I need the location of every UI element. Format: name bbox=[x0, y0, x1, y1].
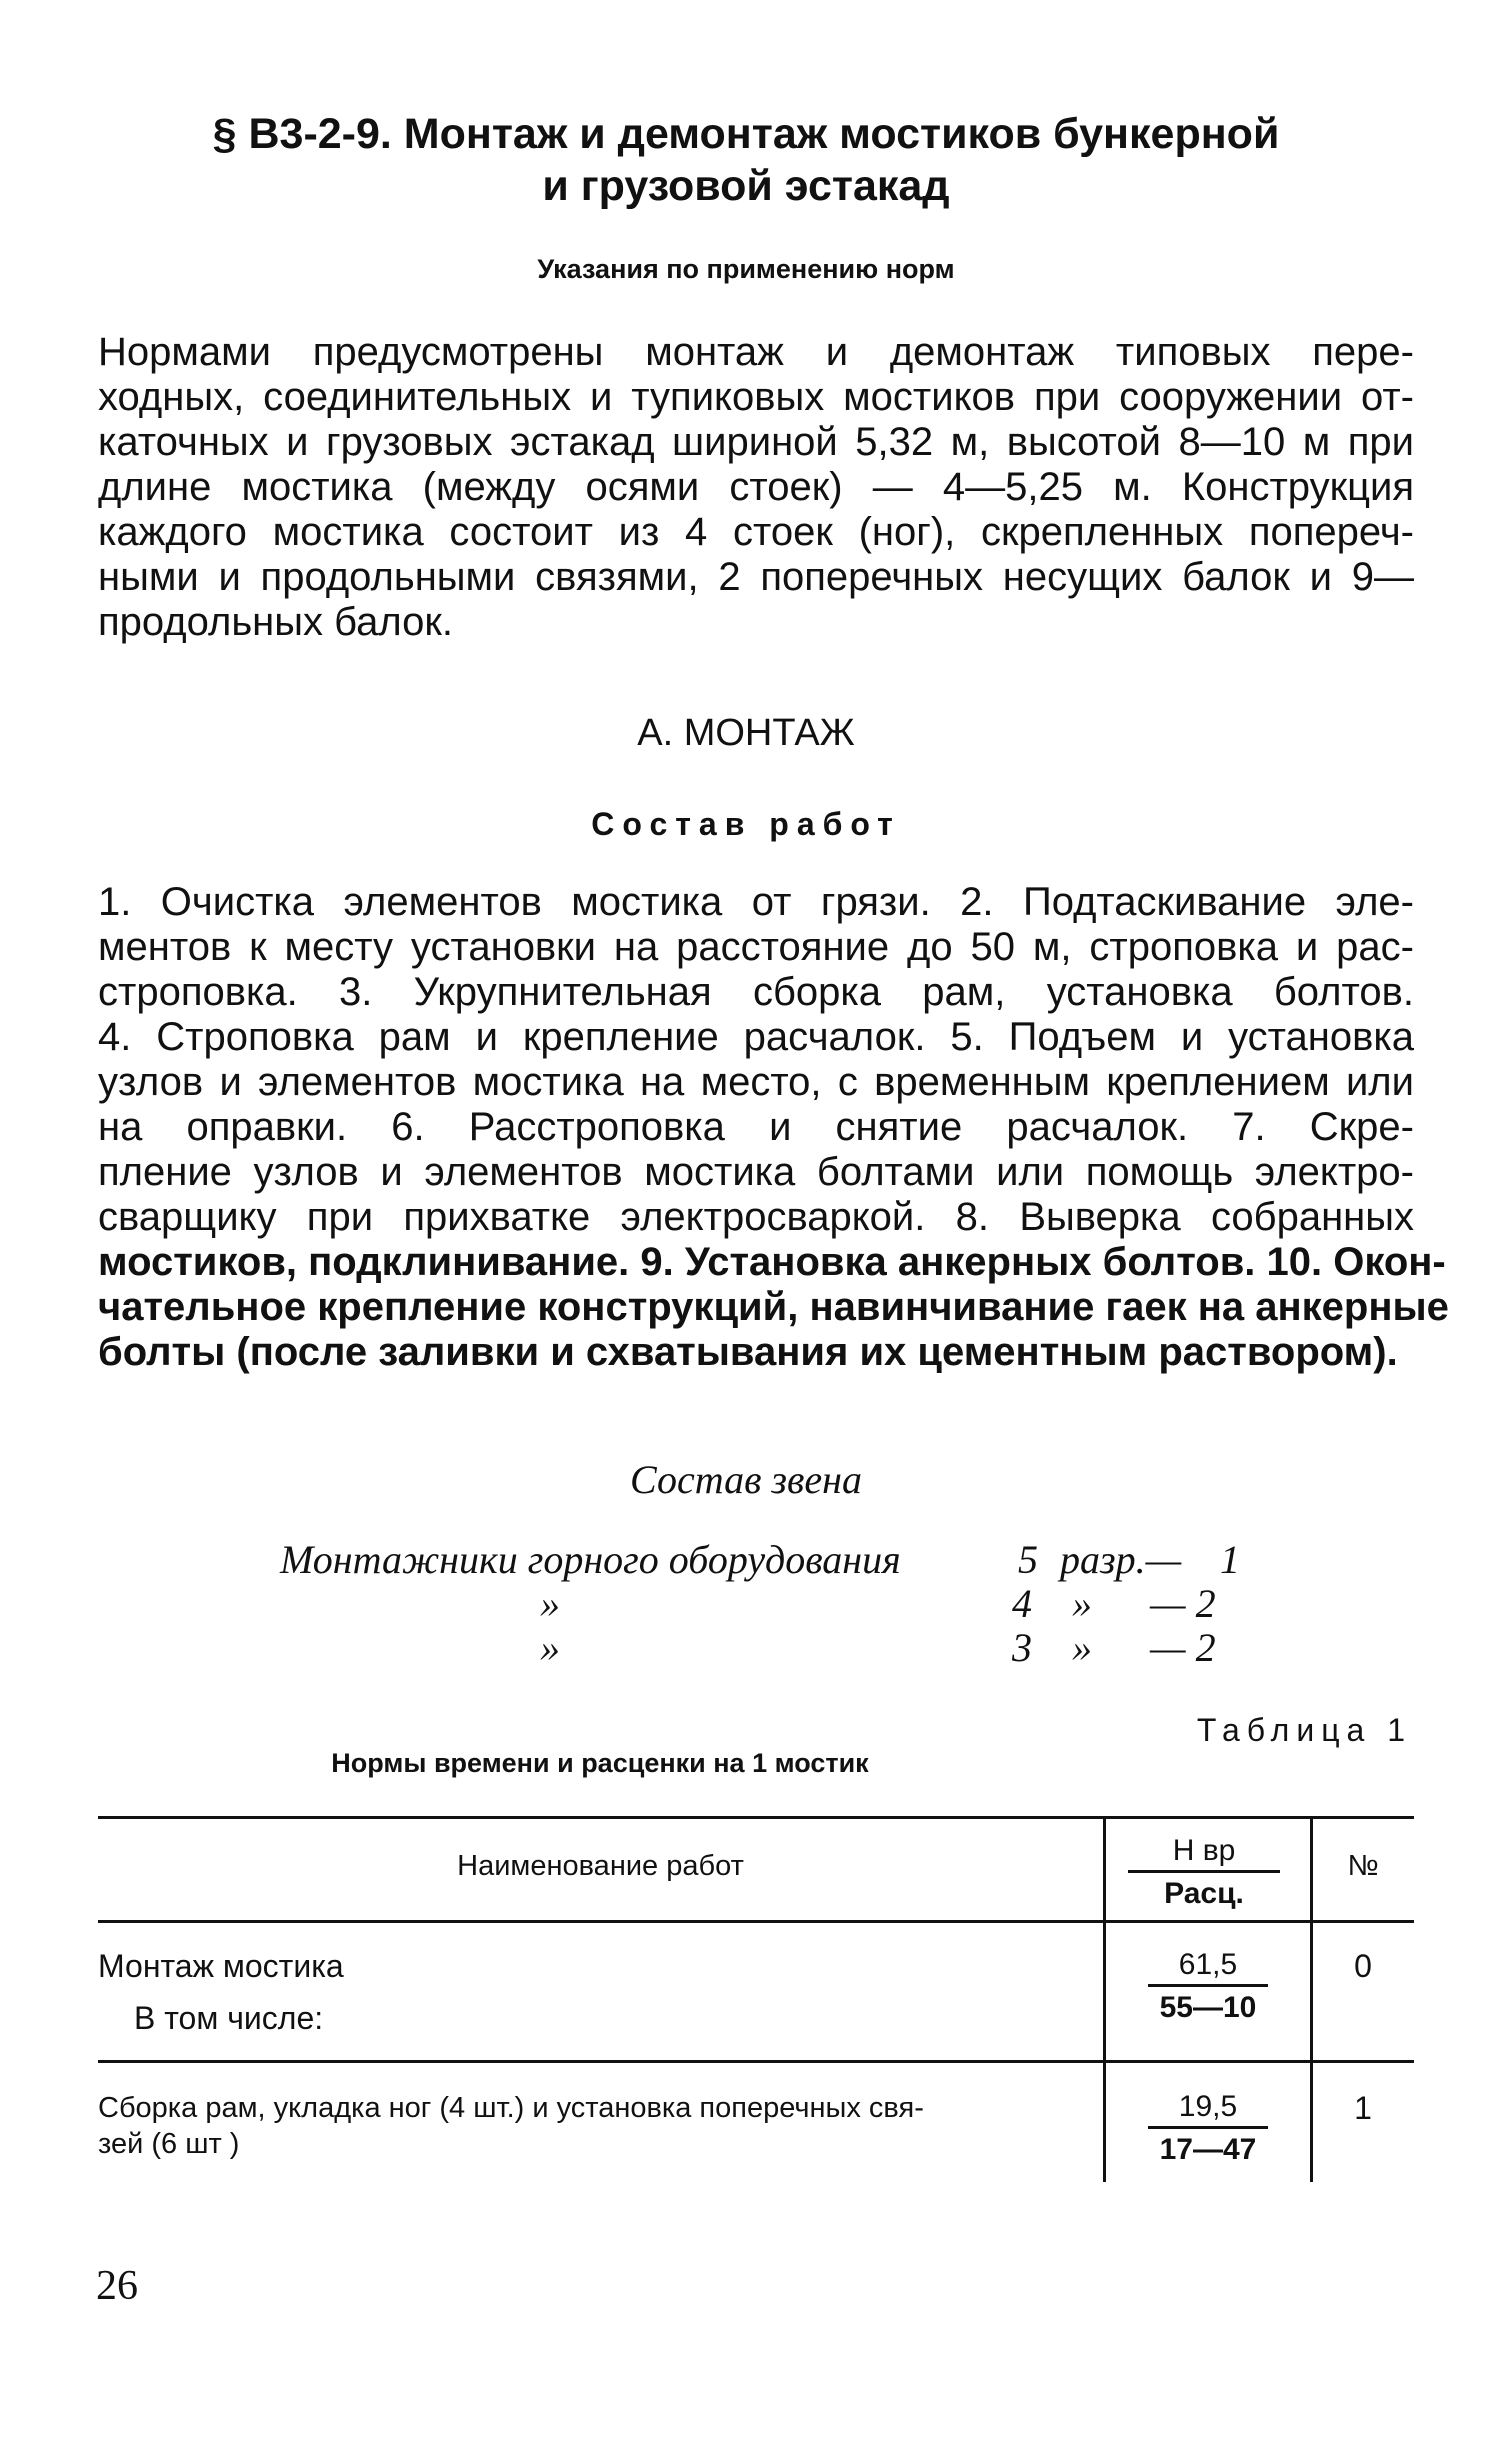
crew-unit: разр.— bbox=[1060, 1537, 1182, 1582]
work-line: ментов к месту установки на расстояние до 50 м, строповка и рас- bbox=[98, 925, 1414, 969]
work-paragraph-bold bbox=[98, 1240, 1449, 1375]
crew-name: Монтажники горного оборудования bbox=[280, 1537, 901, 1582]
header-number: № bbox=[1347, 1850, 1379, 1882]
work-line: узлов и элементов мостика на место, с временным креплением или bbox=[98, 1060, 1414, 1104]
work-line: сварщику при прихватке электросваркой. 8. Выверка собранных bbox=[98, 1195, 1414, 1239]
work-line: на оправки. 6. Расстроповка и снятие расчалок. 7. Скре- bbox=[98, 1105, 1414, 1149]
crew-name: » bbox=[540, 1625, 560, 1670]
crew-unit: » bbox=[1072, 1581, 1092, 1626]
table-label: Таблица 1 bbox=[1196, 1712, 1412, 1748]
section-title-line-1: § В3-2-9. Монтаж и демонтаж мостиков бункерной bbox=[212, 110, 1280, 158]
row-work-sub: В том числе: bbox=[134, 2000, 324, 2036]
crew-count: — 2 bbox=[1150, 1625, 1216, 1670]
work-line: строповка. 3. Укрупнительная сборка рам, установка болтов. bbox=[98, 970, 1414, 1014]
row-rate: 55—10 bbox=[1159, 1991, 1257, 2024]
row-work-sub: зей (6 шт ) bbox=[98, 2128, 240, 2160]
section-title-line-2: и грузовой эстакад bbox=[542, 162, 950, 210]
work-composition-heading: Состав работ bbox=[591, 806, 901, 842]
intro-line: ными и продольными связями, 2 поперечных несущих балок и 9— bbox=[98, 555, 1414, 599]
work-line: чательное крепление конструкций, навинчивание гаек на анкерные bbox=[98, 1285, 1449, 1329]
header-work-name: Наименование работ bbox=[457, 1850, 744, 1882]
crew-unit: » bbox=[1072, 1625, 1092, 1670]
intro-line: каждого мостика состоит из 4 стоек (ног), скрепленных попереч- bbox=[98, 510, 1414, 554]
row-number: 0 bbox=[1354, 1948, 1372, 1984]
crew-count: — 2 bbox=[1150, 1581, 1216, 1626]
intro-line: длине мостика (между осями стоек) — 4—5,25 м. Конструкция bbox=[98, 465, 1414, 509]
work-line: 4. Строповка рам и крепление расчалок. 5. Подъем и установка bbox=[98, 1015, 1414, 1059]
crew-heading: Состав звена bbox=[629, 1457, 862, 1502]
section-a-heading: А. МОНТАЖ bbox=[637, 712, 855, 754]
row-work-name: Сборка рам, укладка ног (4 шт.) и установка поперечных свя- bbox=[98, 2092, 924, 2124]
row-norm: 61,5 bbox=[1148, 1948, 1268, 1987]
row-work-name: Монтаж мостика bbox=[98, 1948, 344, 1984]
row-norm: 19,5 bbox=[1148, 2090, 1268, 2129]
table-rule-row bbox=[98, 2060, 1414, 2063]
work-line: 1. Очистка элементов мостика от грязи. 2. Подтаскивание эле- bbox=[98, 880, 1414, 924]
intro-paragraph bbox=[98, 330, 1414, 645]
intro-line: Нормами предусмотрены монтаж и демонтаж типовых пере- bbox=[98, 330, 1414, 374]
intro-line: каточных и грузовых эстакад шириной 5,32 м, высотой 8—10 м при bbox=[98, 420, 1414, 464]
instructions-heading: Указания по применению норм bbox=[537, 254, 955, 284]
crew-grade: 4 bbox=[1012, 1581, 1032, 1626]
header-norm-rate bbox=[1128, 1834, 1280, 1911]
intro-line: продольных балок. bbox=[98, 600, 453, 644]
intro-line: ходных, соединительных и тупиковых мостиков при сооружении от- bbox=[98, 375, 1414, 419]
header-norm: Н вр bbox=[1128, 1834, 1280, 1873]
work-line: болты (после заливки и схватывания их цементным раствором). bbox=[98, 1330, 1398, 1374]
row-rate: 17—47 bbox=[1159, 2133, 1257, 2166]
crew-count: 1 bbox=[1220, 1537, 1240, 1582]
work-paragraph bbox=[98, 880, 1414, 1240]
crew-grade: 3 bbox=[1012, 1625, 1032, 1670]
header-rate: Расц. bbox=[1164, 1877, 1244, 1910]
row-norm-rate bbox=[1148, 2090, 1268, 2167]
table-rule-top bbox=[98, 1816, 1414, 1819]
work-line: пление узлов и элементов мостика болтами или помощь электро- bbox=[98, 1150, 1414, 1194]
row-number: 1 bbox=[1354, 2090, 1372, 2126]
table-rule-header bbox=[98, 1920, 1414, 1923]
crew-name: » bbox=[540, 1581, 560, 1626]
crew-grade: 5 bbox=[1018, 1537, 1038, 1582]
table-divider bbox=[1103, 1816, 1106, 2182]
table-caption: Нормы времени и расценки на 1 мостик bbox=[331, 1748, 869, 1778]
row-norm-rate bbox=[1148, 1948, 1268, 2025]
work-line: мостиков, подклинивание. 9. Установка анкерных болтов. 10. Окон- bbox=[98, 1240, 1446, 1284]
page-number: 26 bbox=[96, 2263, 138, 2309]
